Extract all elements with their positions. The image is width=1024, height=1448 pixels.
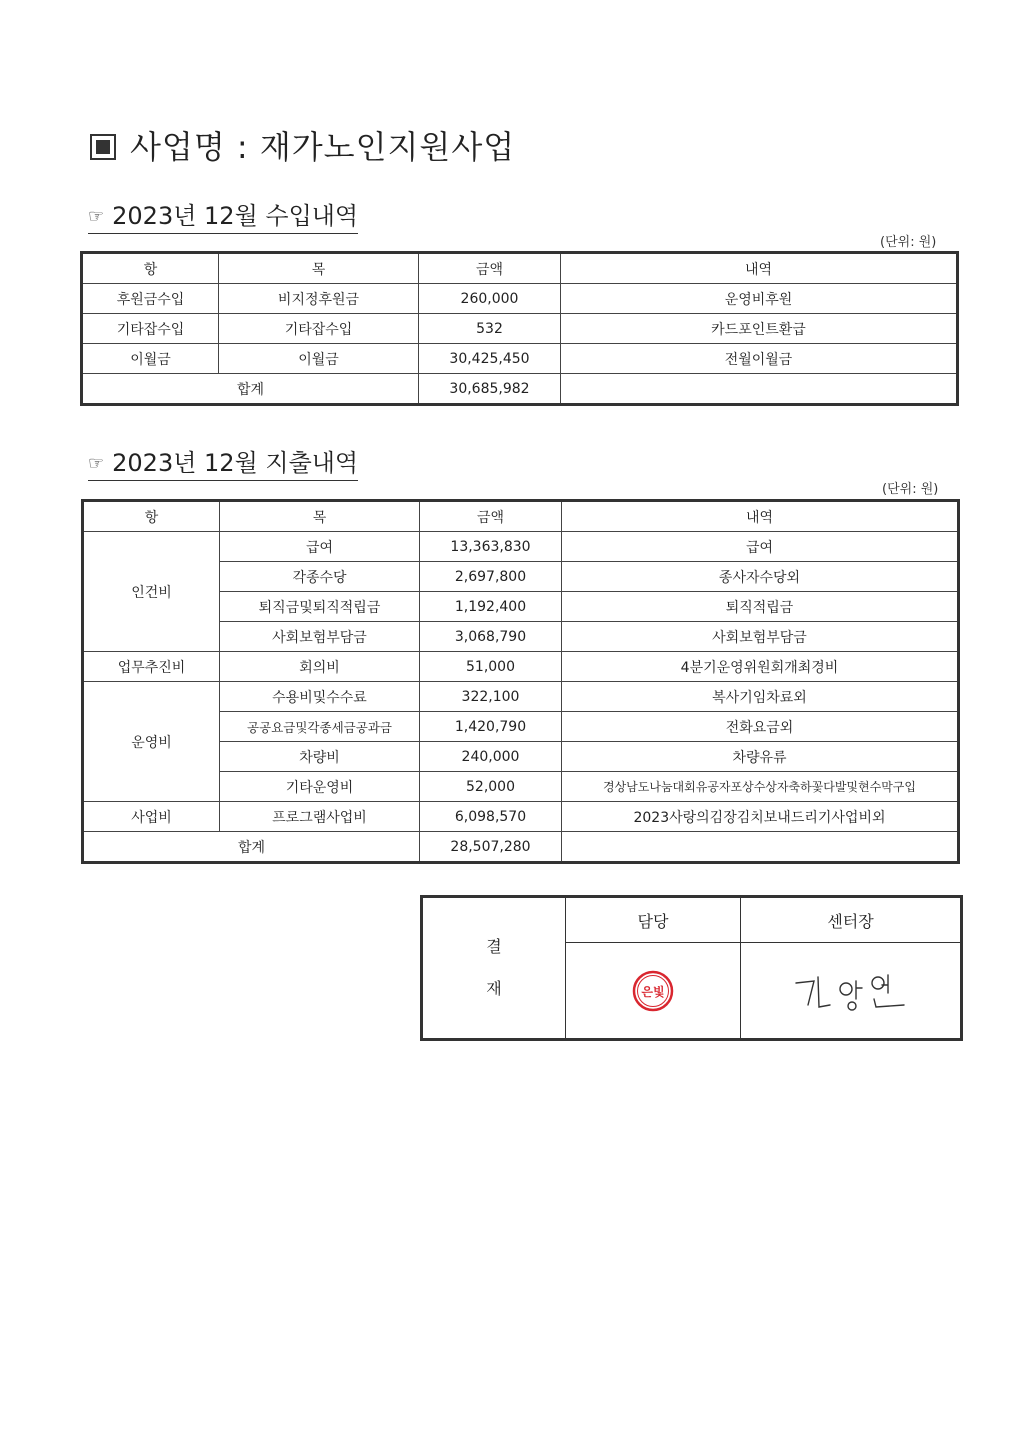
cell-mok: 사회보험부담금 <box>220 622 420 652</box>
cell-mok: 차량비 <box>220 742 420 772</box>
header-detail: 내역 <box>561 253 958 284</box>
cell-amount: 13,363,830 <box>420 532 562 562</box>
cell-mok: 급여 <box>220 532 420 562</box>
cell-detail: 차량유류 <box>562 742 959 772</box>
expense-heading-text: 2023년 12월 지출내역 <box>112 449 359 477</box>
cell-amount: 2,697,800 <box>420 562 562 592</box>
cell-hang: 인건비 <box>83 532 220 652</box>
cell-hang: 기타잡수입 <box>82 314 219 344</box>
table-row <box>83 682 959 712</box>
cell-detail: 종사자수당외 <box>562 562 959 592</box>
cell-detail: 급여 <box>562 532 959 562</box>
cell-amount: 30,425,450 <box>419 344 561 374</box>
total-amount: 28,507,280 <box>420 832 562 863</box>
table-header-row <box>82 253 958 284</box>
cell-amount: 51,000 <box>420 652 562 682</box>
table-row <box>82 314 958 344</box>
total-detail <box>561 374 958 405</box>
approval-label-bottom: 재 <box>486 979 502 998</box>
cell-amount: 1,420,790 <box>420 712 562 742</box>
cell-mok: 프로그램사업비 <box>220 802 420 832</box>
cell-detail: 전월이월금 <box>561 344 958 374</box>
cell-mok: 퇴직금및퇴직적립금 <box>220 592 420 622</box>
table-row <box>83 802 959 832</box>
table-row <box>82 344 958 374</box>
expense-unit: (단위: 원) <box>882 482 939 497</box>
cell-mok: 기타잡수입 <box>219 314 419 344</box>
cell-mok: 기타운영비 <box>220 772 420 802</box>
income-unit: (단위: 원) <box>880 235 937 250</box>
cell-detail: 운영비후원 <box>561 284 958 314</box>
cell-mok: 회의비 <box>220 652 420 682</box>
total-label: 합계 <box>83 832 420 863</box>
income-heading-text: 2023년 12월 수입내역 <box>112 202 359 230</box>
income-table <box>80 251 959 406</box>
cell-amount: 260,000 <box>419 284 561 314</box>
cell-mok: 각종수당 <box>220 562 420 592</box>
total-row <box>83 832 959 863</box>
header-mok: 목 <box>219 253 419 284</box>
total-detail <box>562 832 959 863</box>
cell-detail: 복사기임차료외 <box>562 682 959 712</box>
total-label: 합계 <box>82 374 419 405</box>
cell-detail: 전화요금외 <box>562 712 959 742</box>
square-bullet-icon <box>90 134 116 160</box>
cell-hang: 이월금 <box>82 344 219 374</box>
cell-hang: 업무추진비 <box>83 652 220 682</box>
cell-detail: 4분기운영위원회개최경비 <box>562 652 959 682</box>
cell-amount: 52,000 <box>420 772 562 802</box>
approval-box <box>420 895 963 1041</box>
expense-table <box>81 499 960 864</box>
director-signature-cell <box>741 943 962 1040</box>
cell-mok: 이월금 <box>219 344 419 374</box>
header-hang: 항 <box>82 253 219 284</box>
cell-mok: 수용비및수수료 <box>220 682 420 712</box>
header-detail: 내역 <box>562 501 959 532</box>
handwritten-signature <box>786 961 916 1021</box>
total-row <box>82 374 958 405</box>
project-name: 사업명 : 재가노인지원사업 <box>130 128 516 166</box>
table-row <box>82 284 958 314</box>
document-title <box>90 122 515 168</box>
approval-col-director: 센터장 <box>741 897 962 943</box>
header-mok: 목 <box>220 501 420 532</box>
cell-detail: 2023사랑의김장김치보내드리기사업비외 <box>562 802 959 832</box>
approval-label-top: 결 <box>486 937 502 956</box>
cell-detail: 퇴직적립금 <box>562 592 959 622</box>
header-amount: 금액 <box>419 253 561 284</box>
income-heading <box>88 196 358 234</box>
cell-mok: 비지정후원금 <box>219 284 419 314</box>
header-amount: 금액 <box>420 501 562 532</box>
cell-hang: 운영비 <box>83 682 220 802</box>
cell-amount: 532 <box>419 314 561 344</box>
pointing-hand-icon: ☞ <box>88 453 105 474</box>
stamp-text: 은빛 <box>641 984 665 999</box>
cell-amount: 240,000 <box>420 742 562 772</box>
pointing-hand-icon: ☞ <box>88 206 105 227</box>
cell-amount: 6,098,570 <box>420 802 562 832</box>
cell-amount: 1,192,400 <box>420 592 562 622</box>
staff-stamp-cell <box>566 943 741 1040</box>
cell-detail: 경상남도나눔대회유공자포상수상자축하꽃다발및현수막구입 <box>562 772 959 802</box>
total-amount: 30,685,982 <box>419 374 561 405</box>
table-row <box>83 532 959 562</box>
expense-heading <box>88 443 358 481</box>
cell-mok: 공공요금및각종세금공과금 <box>220 712 420 742</box>
red-seal-stamp <box>631 969 675 1013</box>
cell-hang: 후원금수입 <box>82 284 219 314</box>
cell-amount: 3,068,790 <box>420 622 562 652</box>
cell-detail: 사회보험부담금 <box>562 622 959 652</box>
approval-label <box>422 897 566 1040</box>
cell-amount: 322,100 <box>420 682 562 712</box>
table-header-row <box>83 501 959 532</box>
cell-hang: 사업비 <box>83 802 220 832</box>
cell-detail: 카드포인트환급 <box>561 314 958 344</box>
table-row <box>83 652 959 682</box>
header-hang: 항 <box>83 501 220 532</box>
approval-col-staff: 담당 <box>566 897 741 943</box>
